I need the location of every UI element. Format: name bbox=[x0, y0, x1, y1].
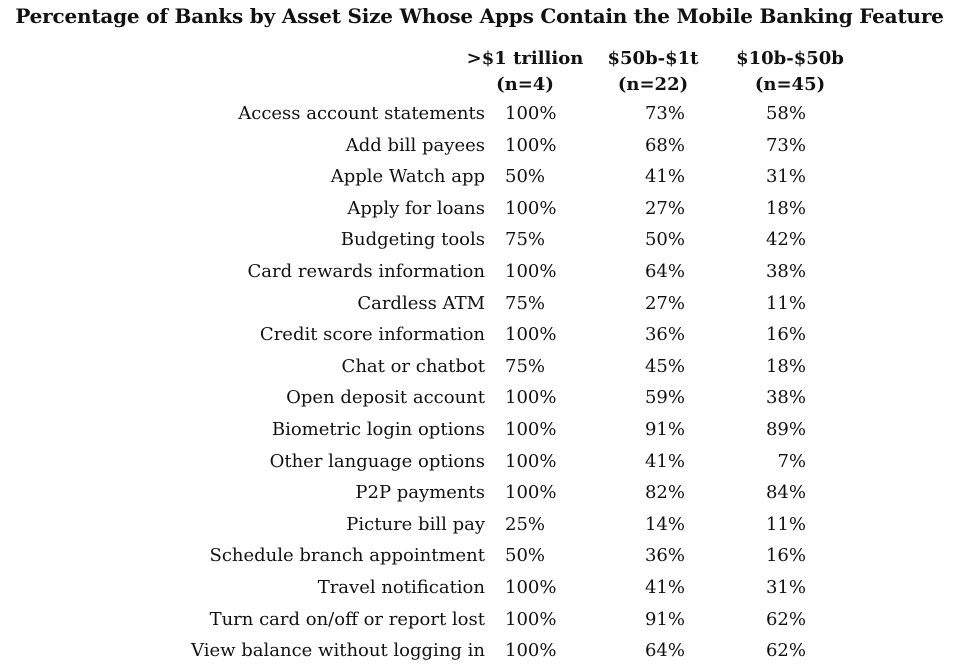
table-row bbox=[0, 193, 959, 225]
value-cell: 100% bbox=[505, 576, 557, 598]
feature-label: Other language options bbox=[269, 450, 485, 472]
value-cell: 62% bbox=[765, 640, 806, 662]
table-row bbox=[0, 130, 959, 162]
table-row bbox=[0, 509, 959, 541]
table-row bbox=[0, 161, 959, 193]
table-row bbox=[0, 319, 959, 351]
value-cell: 14% bbox=[644, 513, 685, 535]
value-cell: 27% bbox=[644, 197, 685, 219]
feature-label: Budgeting tools bbox=[340, 229, 485, 251]
value-cell: 42% bbox=[765, 229, 806, 251]
column-header-label: $10b-$50b bbox=[736, 48, 844, 69]
value-cell: 75% bbox=[505, 292, 546, 314]
feature-label: Picture bill pay bbox=[346, 513, 485, 535]
value-cell: 100% bbox=[505, 418, 557, 440]
value-cell: 16% bbox=[765, 324, 806, 346]
feature-label: Chat or chatbot bbox=[341, 355, 485, 377]
feature-label: Schedule branch appointment bbox=[209, 545, 485, 567]
feature-label: Add bill payees bbox=[345, 134, 485, 156]
table-row bbox=[0, 414, 959, 446]
value-cell: 7% bbox=[777, 450, 806, 472]
value-cell: 64% bbox=[644, 260, 685, 282]
table-row bbox=[0, 288, 959, 320]
feature-label: Access account statements bbox=[238, 103, 485, 124]
table-row bbox=[0, 382, 959, 414]
table-row bbox=[0, 635, 959, 667]
value-cell: 91% bbox=[644, 608, 685, 630]
feature-label: Open deposit account bbox=[286, 387, 485, 409]
table-row bbox=[0, 540, 959, 572]
value-cell: 100% bbox=[505, 103, 557, 124]
feature-label: P2P payments bbox=[355, 482, 485, 504]
table-row bbox=[0, 477, 959, 509]
value-cell: 18% bbox=[765, 197, 806, 219]
value-cell: 36% bbox=[644, 324, 685, 346]
table-row bbox=[0, 98, 959, 130]
value-cell: 50% bbox=[505, 166, 546, 188]
value-cell: 50% bbox=[644, 229, 685, 251]
value-cell: 31% bbox=[765, 576, 806, 598]
feature-label: Biometric login options bbox=[271, 418, 485, 440]
value-cell: 100% bbox=[505, 324, 557, 346]
value-cell: 25% bbox=[505, 513, 546, 535]
value-cell: 75% bbox=[505, 229, 546, 251]
value-cell: 38% bbox=[765, 260, 806, 282]
value-cell: 18% bbox=[765, 355, 806, 377]
value-cell: 50% bbox=[505, 545, 546, 567]
table-row bbox=[0, 351, 959, 383]
value-cell: 41% bbox=[644, 166, 685, 188]
column-header-count: (n=45) bbox=[754, 74, 826, 95]
value-cell: 82% bbox=[644, 482, 685, 504]
feature-label: Turn card on/off or report lost bbox=[209, 608, 485, 630]
value-cell: 100% bbox=[505, 197, 557, 219]
table-row bbox=[0, 224, 959, 256]
value-cell: 38% bbox=[765, 387, 806, 409]
column-header-label: $50b-$1t bbox=[607, 48, 699, 69]
value-cell: 73% bbox=[765, 134, 806, 156]
feature-label: Credit score information bbox=[259, 324, 485, 346]
value-cell: 16% bbox=[765, 545, 806, 567]
value-cell: 27% bbox=[644, 292, 685, 314]
value-cell: 41% bbox=[644, 450, 685, 472]
value-cell: 59% bbox=[644, 387, 685, 409]
value-cell: 100% bbox=[505, 482, 557, 504]
value-cell: 64% bbox=[644, 640, 685, 662]
feature-label: Travel notification bbox=[317, 576, 485, 598]
value-cell: 100% bbox=[505, 260, 557, 282]
value-cell: 100% bbox=[505, 450, 557, 472]
value-cell: 89% bbox=[765, 418, 806, 440]
column-header-count: (n=22) bbox=[617, 74, 689, 95]
value-cell: 11% bbox=[765, 513, 806, 535]
feature-label: Apply for loans bbox=[347, 197, 485, 219]
value-cell: 73% bbox=[644, 103, 685, 124]
value-cell: 84% bbox=[765, 482, 806, 504]
value-cell: 75% bbox=[505, 355, 546, 377]
value-cell: 36% bbox=[644, 545, 685, 567]
column-header-10b-50b bbox=[735, 46, 845, 98]
chart-title: Percentage of Banks by Asset Size Whose Apps Contain the Mobile Banking Feature bbox=[15, 4, 944, 28]
value-cell: 58% bbox=[765, 103, 806, 124]
value-cell: 68% bbox=[644, 134, 685, 156]
value-cell: 41% bbox=[644, 576, 685, 598]
column-header-50b-1t bbox=[598, 46, 708, 98]
value-cell: 11% bbox=[765, 292, 806, 314]
feature-label: Card rewards information bbox=[247, 260, 485, 282]
column-header-count: (n=4) bbox=[496, 74, 554, 95]
value-cell: 31% bbox=[765, 166, 806, 188]
value-cell: 100% bbox=[505, 387, 557, 409]
table-row bbox=[0, 256, 959, 288]
table-row bbox=[0, 604, 959, 636]
value-cell: 100% bbox=[505, 640, 557, 662]
feature-label: Apple Watch app bbox=[330, 166, 485, 188]
column-header-over-1-trillion bbox=[455, 46, 595, 98]
feature-label: View balance without logging in bbox=[191, 640, 485, 662]
value-cell: 91% bbox=[644, 418, 685, 440]
table-row bbox=[0, 446, 959, 478]
table-row bbox=[0, 572, 959, 604]
value-cell: 45% bbox=[644, 355, 685, 377]
feature-label: Cardless ATM bbox=[357, 292, 485, 314]
value-cell: 100% bbox=[505, 134, 557, 156]
value-cell: 62% bbox=[765, 608, 806, 630]
value-cell: 100% bbox=[505, 608, 557, 630]
column-header-label: >$1 trillion bbox=[466, 48, 584, 69]
table-body bbox=[0, 98, 959, 667]
